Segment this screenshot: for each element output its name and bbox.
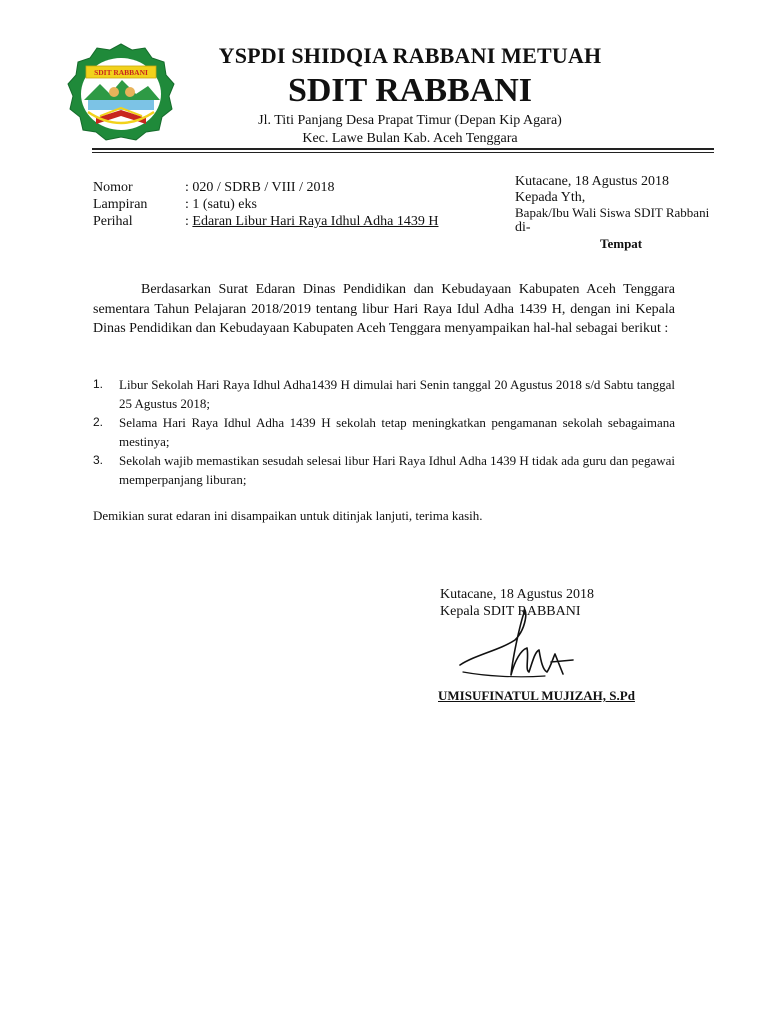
foundation-name: YSPDI SHIDQIA RABBANI METUAH	[218, 43, 602, 68]
intro-paragraph	[93, 280, 675, 339]
signer-name: UMISUFINATUL MUJIZAH, S.Pd	[438, 688, 635, 703]
nomor-label: Nomor	[93, 180, 133, 195]
list-item-number: 2.	[93, 415, 104, 429]
handwritten-signature	[455, 600, 585, 690]
list-item-text: Selama Hari Raya Idhul Adha 1439 H sekolah tetap meningkatkan pengamanan sekolah sebagaimana mestinya;	[119, 415, 675, 449]
kepada-yth: Kepada Yth,	[515, 190, 586, 205]
list-item-text: Sekolah wajib memastikan sesudah selesai libur Hari Raya Idhul Adha 1439 H tidak ada guru dan pegawai memperpanjang liburan;	[119, 453, 675, 487]
recipient-di: di-	[515, 220, 531, 235]
intro-text: Berdasarkan Surat Edaran Dinas Pendidikan dan Kebudayaan Kabupaten Aceh Tenggara sementara Tahun Pelajaran 2018/2019 tentang libur Hari Raya Idul Adha 1439 H, dengan ini Kepala Dinas Pendidikan dan Kebudayaan Kabupaten Aceh Tenggara menyampaikan hal-hal sebagai berikut :	[93, 282, 675, 336]
letter-date: Kutacane, 18 Agustus 2018	[515, 174, 669, 189]
perihal-label: Perihal	[93, 214, 133, 229]
letterhead-divider-thin	[92, 152, 714, 153]
points-list	[93, 375, 675, 489]
closing-sentence: Demikian surat edaran ini disampaikan untuk ditinjak lanjuti, terima kasih.	[93, 508, 483, 523]
list-item	[93, 375, 675, 413]
letterhead-divider-thick	[92, 148, 714, 150]
signer-position: Kepala SDIT RABBANI	[440, 604, 581, 619]
nomor-value: : 020 / SDRB / VIII / 2018	[185, 180, 335, 195]
recipient-name: Bapak/Ibu Wali Siswa SDIT Rabbani	[515, 205, 710, 220]
list-item	[93, 413, 675, 451]
list-item-text: Libur Sekolah Hari Raya Idhul Adha1439 H dimulai hari Senin tanggal 20 Agustus 2018 s/d Sabtu tanggal 25 Agustus 2018;	[119, 377, 675, 411]
school-name: SDIT RABBANI	[287, 72, 533, 109]
recipient-place: Tempat	[600, 236, 643, 251]
signature-date: Kutacane, 18 Agustus 2018	[440, 587, 594, 602]
list-item-number: 1.	[93, 377, 104, 391]
list-item	[93, 451, 675, 489]
lampiran-value: : 1 (satu) eks	[185, 197, 257, 212]
address-line-1: Jl. Titi Panjang Desa Prapat Timur (Depan Kip Agara)	[258, 113, 562, 128]
perihal-row	[185, 214, 439, 230]
logo-text: SDIT RABBANI	[94, 68, 148, 77]
address-line-2: Kec. Lawe Bulan Kab. Aceh Tenggara	[302, 131, 518, 146]
perihal-colon: :	[185, 214, 193, 229]
perihal-value: Edaran Libur Hari Raya Idhul Adha 1439 H	[192, 214, 439, 229]
lampiran-label: Lampiran	[93, 197, 148, 212]
list-item-number: 3.	[93, 453, 104, 467]
